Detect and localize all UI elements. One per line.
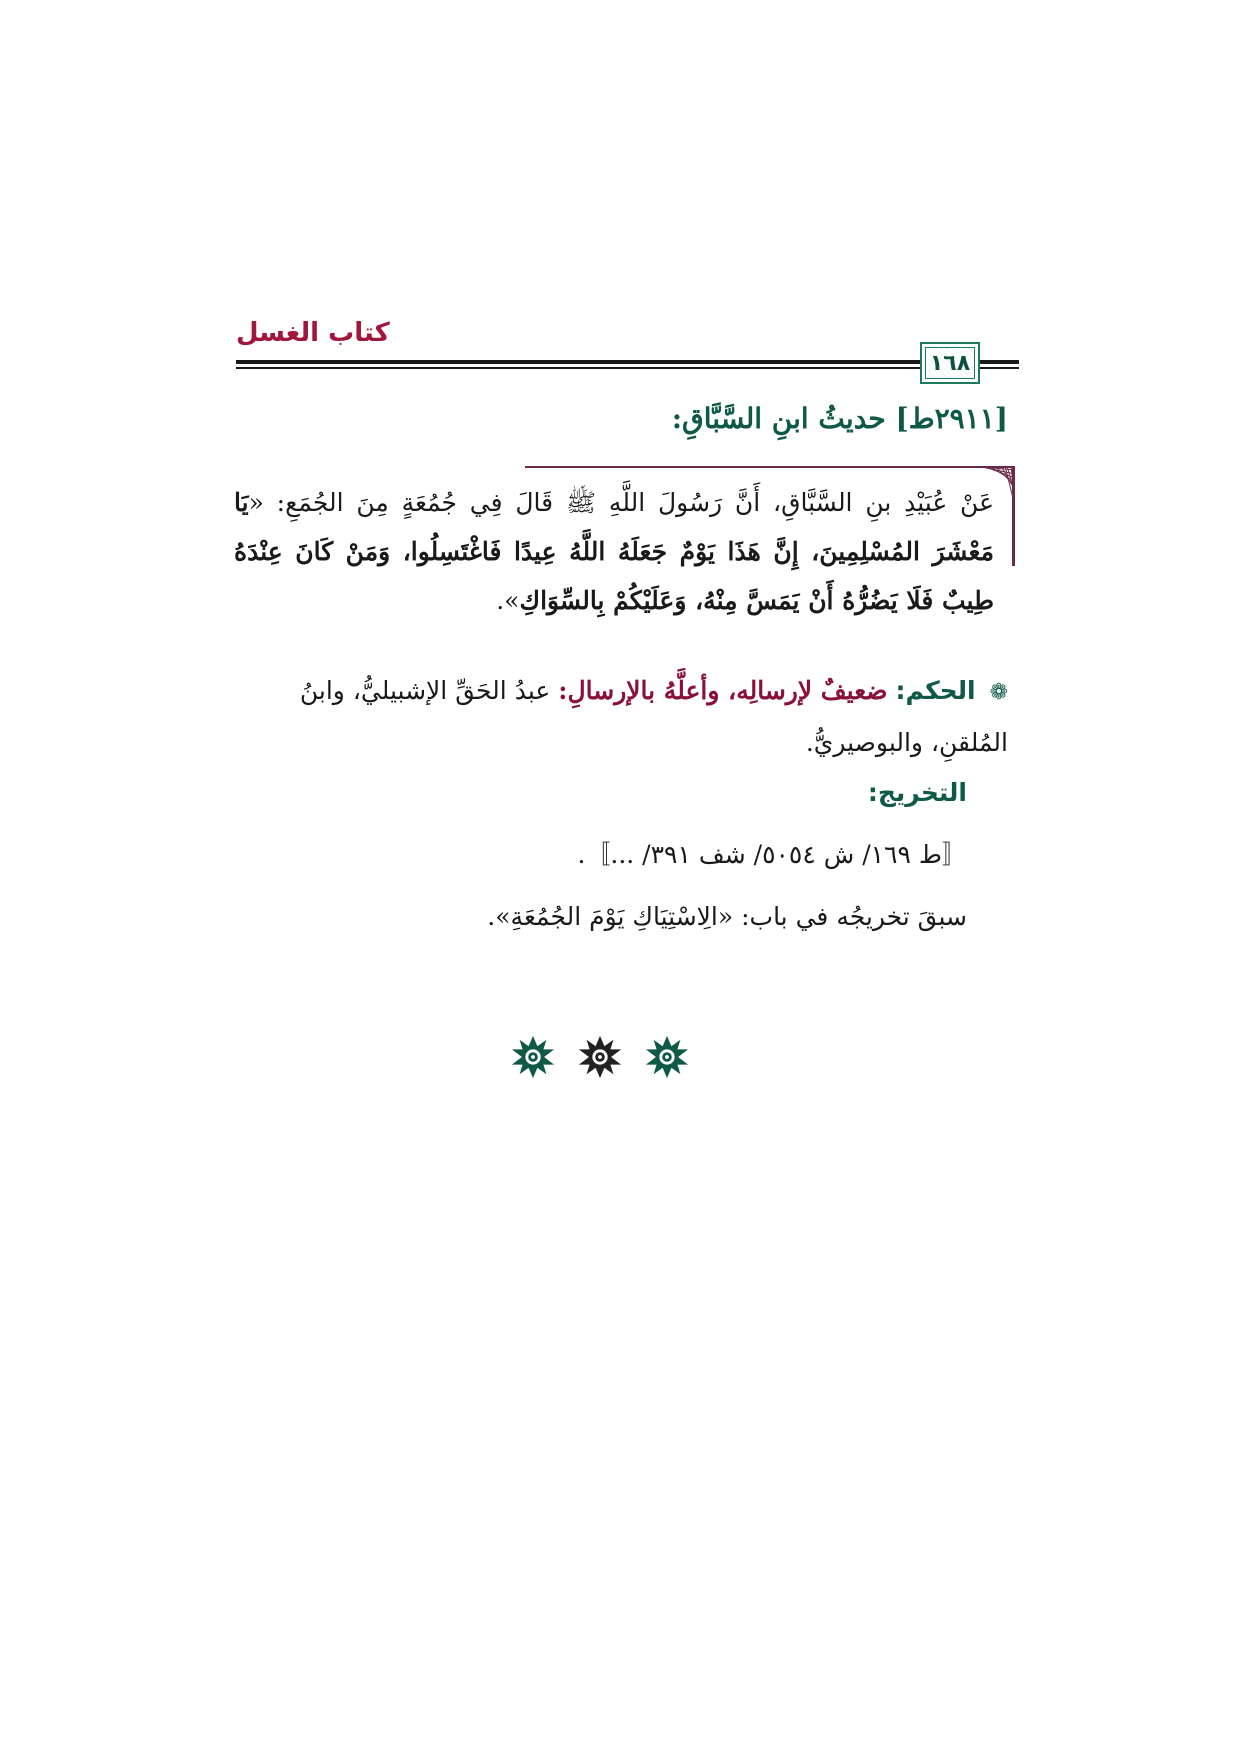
matn-intro: عَنْ عُبَيْدِ بنِ السَّبَّاقِ، أَنَّ رَسُولَ اللَّهِ ﷺ قَالَ فِي جُمُعَةٍ مِنَ الجُمَعِ: « — [248, 488, 994, 517]
rosette-green-icon — [510, 1034, 556, 1080]
ruling-paragraph — [232, 666, 1008, 768]
ruling-scholars: عبدُ الحَقِّ الإشبيليُّ، وابنُ المُلقنِ، والبوصيريُّ. — [299, 676, 1008, 757]
section-end-ornaments — [510, 1032, 690, 1082]
matn-end: ». — [496, 586, 520, 615]
hadith-heading: [٢٩١١ط] حديثُ ابنِ السَّبَّاقِ: — [671, 402, 1008, 435]
matn-prophetic-text: يَا مَعْشَرَ المُسْلِمِينَ، إِنَّ هَذَا يَوْمٌ جَعَلَهُ اللَّهُ عِيدًا فَاغْتَسِلُوا، وَمَنْ كَانَ عِنْدَهُ طِيبٌ فَلَا يَضُرُّهُ أَنْ يَمَسَّ مِنْهُ، وَعَلَيْكُمْ بِالسِّوَاكِ — [234, 488, 994, 615]
rosette-green-icon — [644, 1034, 690, 1080]
ruling-label: الحكم: — [895, 676, 976, 705]
ruling-verdict: ضعيفٌ لإرسالِه، وأعلَّهُ بالإرسالِ: — [558, 676, 888, 705]
source-references: 〚ط ١٦٩/ ش ٥٠٥٤/ شف ٣٩١/ ...〛. — [577, 840, 967, 869]
rosette-dark-icon — [577, 1034, 623, 1080]
matn-frame-top — [525, 466, 1013, 468]
page-number-frame — [920, 342, 980, 384]
rosette-icon: ❁ — [989, 680, 1008, 705]
takhrij-note: سبقَ تخريجُه في باب: «الِاسْتِيَاكِ يَوْمَ الجُمُعَةِ». — [487, 902, 967, 931]
book-title: كتاب الغسل — [236, 318, 390, 348]
header-rule-right-segment — [994, 360, 1019, 363]
header-rule-thin — [236, 367, 1019, 369]
hadith-matn — [234, 478, 994, 625]
takhrij-label: التخريج: — [867, 778, 967, 807]
header-rule-thick — [236, 360, 1019, 364]
page-number: ١٦٨ — [925, 347, 975, 379]
